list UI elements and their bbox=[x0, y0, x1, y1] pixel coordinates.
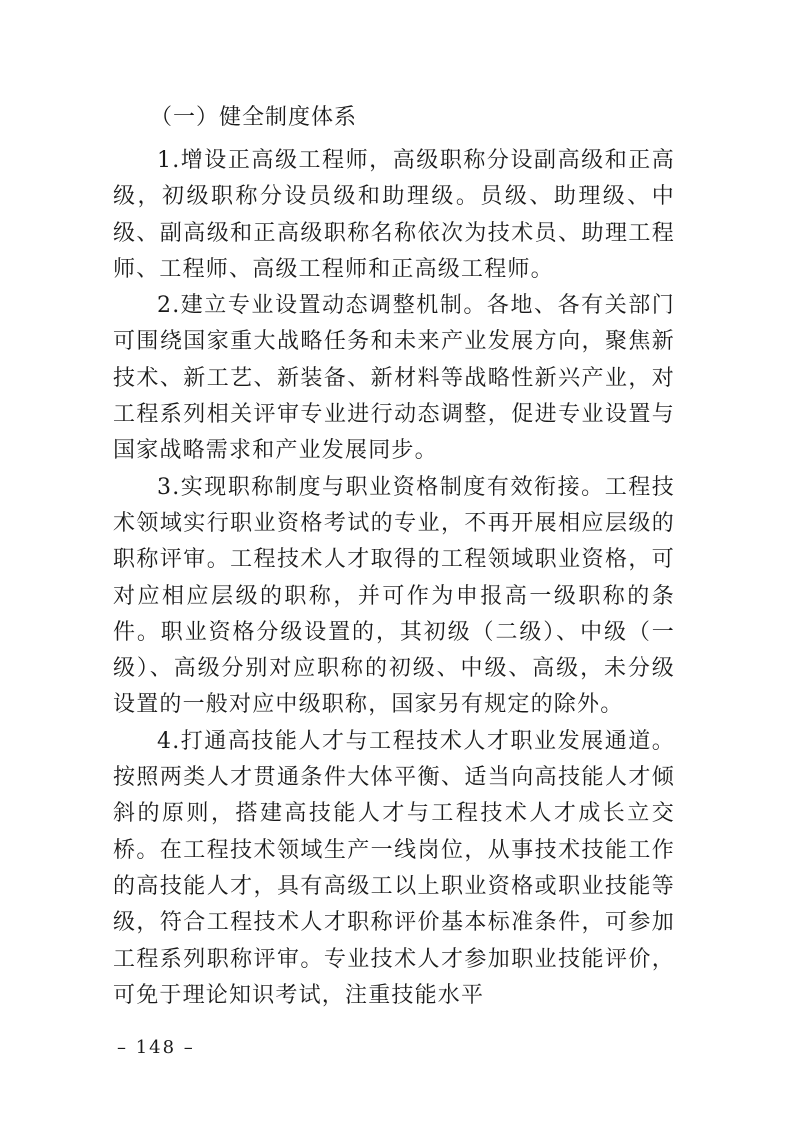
paragraph-4: 4.打通高技能人才与工程技术人才职业发展通道。按照两类人才贯通条件大体平衡、适当向高技能人才倾斜的原则，搭建高技能人才与工程技术人才成长立交桥。在工程技术领域生产一线岗位，从事技术技能工作的高技能人才，具有高级工以上职业资格或职业技能等级，符合工程技术人才职称评价基本标准条件，可参加工程系列职称评审。专业技术人才参加职业技能评价，可免于理论知识考试，注重技能水平 bbox=[113, 728, 675, 1008]
paragraph-2: 2.建立专业设置动态调整机制。各地、各有关部门可围绕国家重大战略任务和未来产业发展方向，聚焦新技术、新工艺、新装备、新材料等战略性新兴产业，对工程系列相关评审专业进行动态调整，促进专业设置与国家战略需求和产业发展同步。 bbox=[113, 293, 675, 464]
page-number: – 148 – bbox=[117, 1037, 195, 1058]
section-heading: （一）健全制度体系 bbox=[150, 105, 358, 130]
paragraph-1: 1.增设正高级工程师，高级职称分设副高级和正高级，初级职称分设员级和助理级。员级、助理级、中级、副高级和正高级职称名称依次为技术员、助理工程师、工程师、高级工程师和正高级工程师。 bbox=[113, 148, 675, 282]
document-body bbox=[113, 143, 675, 1014]
paragraph-3: 3.实现职称制度与职业资格制度有效衔接。工程技术领域实行职业资格考试的专业，不再开展相应层级的职称评审。工程技术人才取得的工程领域职业资格，可对应相应层级的职称，并可作为申报高一级职称的条件。职业资格分级设置的，其初级（二级）、中级（一级）、高级分别对应职称的初级、中级、高级，未分级设置的一般对应中级职称，国家另有规定的除外。 bbox=[113, 474, 675, 718]
